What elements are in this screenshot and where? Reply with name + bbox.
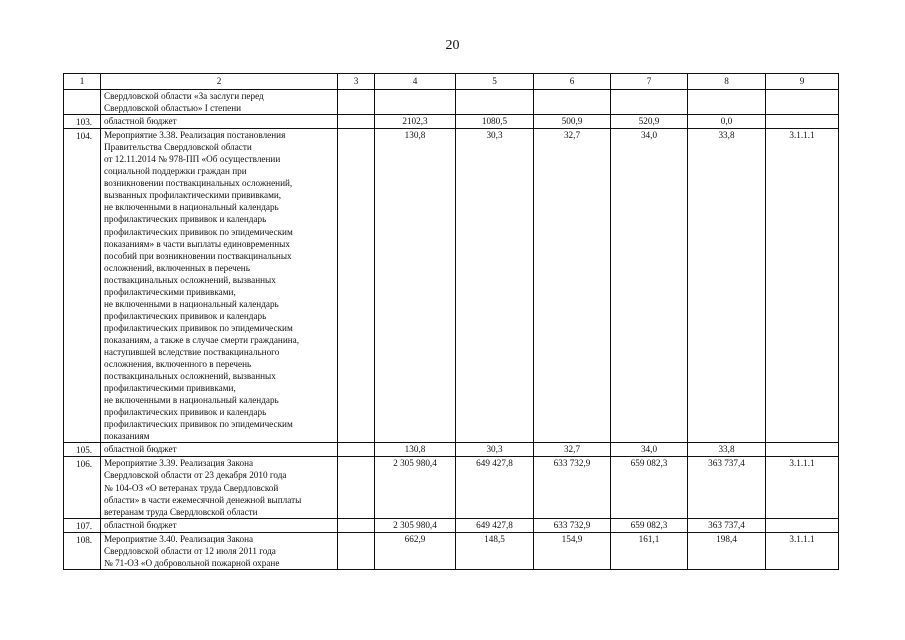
cell-c8: 33,8 (688, 443, 766, 457)
description-line: профилактическими прививками, (104, 286, 236, 297)
row-description (101, 532, 338, 569)
cell-c3 (338, 518, 375, 532)
header-cell-2: 2 (101, 74, 338, 90)
description-line: поствакцинальных осложнений, вызванных (104, 274, 276, 285)
row-description (101, 518, 338, 532)
header-cell-4: 4 (375, 74, 456, 90)
cell-c4: 130,8 (375, 129, 456, 443)
header-cell-1: 1 (64, 74, 101, 90)
table-row (64, 115, 839, 129)
description-line: профилактических прививок по эпидемическим (104, 226, 293, 237)
description-line: № 71-ОЗ «О добровольной пожарной охране (104, 557, 280, 568)
description-line: областной бюджет (104, 444, 177, 455)
header-cell-6: 6 (534, 74, 611, 90)
cell-c6: 500,9 (534, 115, 611, 129)
header-cell-5: 5 (456, 74, 534, 90)
row-number: 108. (64, 532, 101, 569)
description-line: от 12.11.2014 № 978-ПП «Об осуществлении (104, 154, 281, 165)
cell-c8: 363 737,4 (688, 518, 766, 532)
cell-c6: 633 732,9 (534, 518, 611, 532)
row-description (101, 129, 338, 443)
description-line: профилактических прививок и календарь (104, 214, 267, 225)
cell-c8 (688, 90, 766, 115)
description-line: профилактических прививок и календарь (104, 407, 267, 418)
cell-c4: 662,9 (375, 532, 456, 569)
row-number: 106. (64, 457, 101, 518)
description-line: Мероприятие 3.39. Реализация Закона (104, 458, 254, 469)
description-line: Мероприятие 3.40. Реализация Закона (104, 533, 254, 544)
cell-c3 (338, 443, 375, 457)
description-line: показаниям» в части выплаты единовременных (104, 238, 290, 249)
row-number: 105. (64, 443, 101, 457)
header-row (64, 74, 839, 90)
description-line: областной бюджет (104, 519, 177, 530)
description-line: вызванных профилактическими прививками, (104, 190, 282, 201)
description-line: профилактическими прививками, (104, 383, 236, 394)
cell-c9: 3.1.1.1 (766, 129, 839, 443)
cell-c8: 198,4 (688, 532, 766, 569)
cell-c8: 0,0 (688, 115, 766, 129)
cell-c7: 34,0 (611, 443, 688, 457)
description-line: Свердловской областью» I степени (104, 103, 242, 114)
description-line: показаниям (104, 431, 150, 442)
row-description (101, 457, 338, 518)
table-row (64, 518, 839, 532)
cell-c9 (766, 115, 839, 129)
cell-c7 (611, 90, 688, 115)
header-cell-9: 9 (766, 74, 839, 90)
header-cell-8: 8 (688, 74, 766, 90)
table-row (64, 129, 839, 443)
cell-c3 (338, 532, 375, 569)
cell-c4 (375, 90, 456, 115)
description-line: ветеранам труда Свердловской области (104, 506, 258, 517)
cell-c5: 30,3 (456, 443, 534, 457)
cell-c7: 34,0 (611, 129, 688, 443)
description-line: Правительства Свердловской области (104, 142, 252, 153)
description-line: не включенными в национальный календарь (104, 202, 279, 213)
cell-c5: 1080,5 (456, 115, 534, 129)
cell-c7: 520,9 (611, 115, 688, 129)
cell-c9 (766, 518, 839, 532)
table-row (64, 443, 839, 457)
description-line: профилактических прививок и календарь (104, 310, 267, 321)
cell-c7: 161,1 (611, 532, 688, 569)
table-body (64, 74, 839, 570)
cell-c9 (766, 443, 839, 457)
header-cell-7: 7 (611, 74, 688, 90)
row-number: 107. (64, 518, 101, 532)
description-line: профилактических прививок по эпидемическим (104, 322, 293, 333)
cell-c6: 32,7 (534, 129, 611, 443)
description-line: областной бюджет (104, 116, 177, 127)
description-line: показаниям, а также в случае смерти гражданина, (104, 334, 300, 345)
description-line: № 104-ОЗ «О ветеранах труда Свердловской (104, 482, 279, 493)
cell-c6: 32,7 (534, 443, 611, 457)
description-line: профилактических прививок по эпидемическим (104, 419, 293, 430)
cell-c8: 363 737,4 (688, 457, 766, 518)
row-number: 104. (64, 129, 101, 443)
cell-c4: 2 305 980,4 (375, 457, 456, 518)
description-line: осложнений, включенных в перечень (104, 262, 250, 273)
row-number: 103. (64, 115, 101, 129)
cell-c6: 633 732,9 (534, 457, 611, 518)
description-line: Свердловской области от 23 декабря 2010 года (104, 470, 287, 481)
row-description (101, 90, 338, 115)
page-number: 20 (445, 38, 460, 53)
description-line: области» в части ежемесячной денежной выплаты (104, 494, 302, 505)
cell-c9 (766, 90, 839, 115)
cell-c4: 130,8 (375, 443, 456, 457)
budget-table (63, 73, 839, 570)
description-line: не включенными в национальный календарь (104, 298, 279, 309)
row-description (101, 443, 338, 457)
cell-c5 (456, 90, 534, 115)
cell-c3 (338, 457, 375, 518)
description-line: Свердловской области «За заслуги перед (104, 91, 264, 101)
description-line: Свердловской области от 12 июля 2011 года (104, 545, 276, 556)
cell-c4: 2 305 980,4 (375, 518, 456, 532)
cell-c5: 30,3 (456, 129, 534, 443)
cell-c4: 2102,3 (375, 115, 456, 129)
cell-c3 (338, 115, 375, 129)
cell-c6: 154,9 (534, 532, 611, 569)
description-line: Мероприятие 3.38. Реализация постановления (104, 130, 286, 141)
description-line: пособий при возникновении поствакцинальных (104, 250, 292, 261)
description-line: осложнения, включенного в перечень (104, 359, 252, 370)
cell-c5: 649 427,8 (456, 457, 534, 518)
cell-c3 (338, 129, 375, 443)
description-line: не включенными в национальный календарь (104, 395, 279, 406)
row-description (101, 115, 338, 129)
table-row (64, 457, 839, 518)
cell-c9: 3.1.1.1 (766, 532, 839, 569)
table-row (64, 90, 839, 115)
table-row (64, 532, 839, 569)
cell-c6 (534, 90, 611, 115)
cell-c9: 3.1.1.1 (766, 457, 839, 518)
cell-c5: 148,5 (456, 532, 534, 569)
header-cell-3: 3 (338, 74, 375, 90)
cell-c5: 649 427,8 (456, 518, 534, 532)
row-number (64, 90, 101, 115)
cell-c8: 33,8 (688, 129, 766, 443)
cell-c3 (338, 90, 375, 115)
cell-c7: 659 082,3 (611, 518, 688, 532)
description-line: поствакцинальных осложнений, вызванных (104, 371, 276, 382)
description-line: социальной поддержки граждан при (104, 166, 247, 177)
description-line: возникновении поствакцинальных осложнений, (104, 178, 293, 189)
description-line: наступившей вследствие поствакцинального (104, 346, 280, 357)
cell-c7: 659 082,3 (611, 457, 688, 518)
